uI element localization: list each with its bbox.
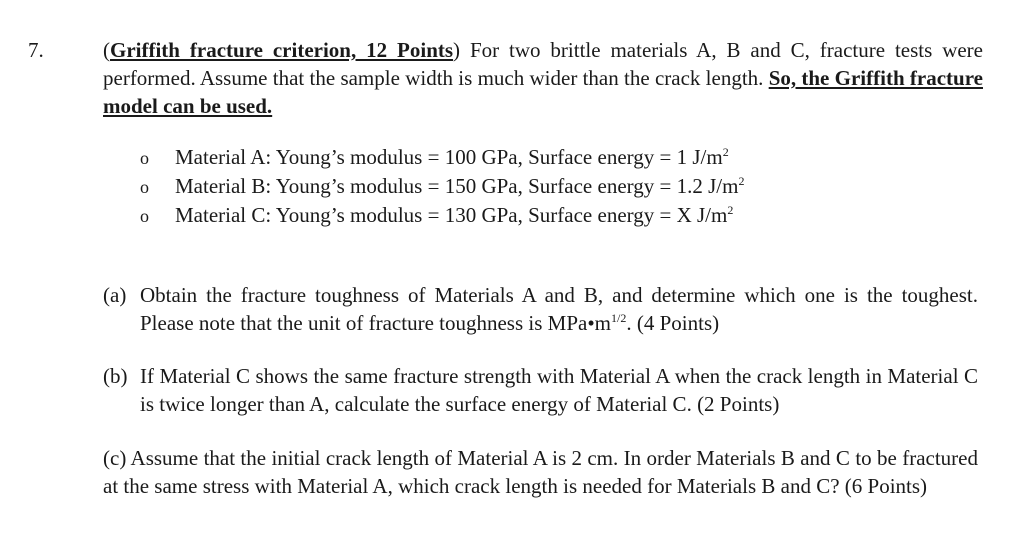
part-c-label: (c) xyxy=(103,446,127,470)
material-a-superscript: 2 xyxy=(722,145,729,159)
material-text xyxy=(175,201,733,229)
question-intro xyxy=(103,36,983,120)
material-item-b xyxy=(140,172,980,201)
part-c-text: Assume that the initial crack length of Material A is 2 cm. In order Materials B and C to be fractured at the same stress with Material A, which crack length is needed for Materials B and C? (6 Points) xyxy=(103,446,978,498)
part-a-superscript: 1/2 xyxy=(611,311,627,325)
part-a-text xyxy=(140,281,978,337)
material-text xyxy=(175,172,744,200)
material-c-text: Material C: Young’s modulus = 130 GPa, Surface energy = X J/m xyxy=(175,203,728,227)
intro-bold-note: So, the Griffith fracture model can be used. xyxy=(103,66,983,118)
part-b-text: If Material C shows the same fracture strength with Material A when the crack length in Material C is twice longer than A, calculate the surface energy of Material C. (2 Points) xyxy=(140,364,978,416)
bullet-circle-icon: o xyxy=(140,177,149,197)
part-b-label: (b) xyxy=(103,364,128,388)
material-b-text: Material B: Young’s modulus = 150 GPa, Surface energy = 1.2 J/m xyxy=(175,174,739,198)
part-b xyxy=(103,362,978,418)
part-a-label: (a) xyxy=(103,283,127,307)
materials-list xyxy=(140,143,980,230)
material-c-superscript: 2 xyxy=(727,203,734,217)
material-item-c xyxy=(140,201,980,230)
material-text xyxy=(175,143,729,171)
bullet-circle-icon: o xyxy=(140,206,149,226)
intro-text: For two brittle materials A, B and C, fracture tests were performed. Assume that the sample width is much wider than the crack length. xyxy=(103,38,984,90)
part-a-text-main: Obtain the fracture toughness of Materials A and B, and determine which one is the toughest. Please note that the unit of fracture toughness is MPa•m xyxy=(140,283,978,335)
material-a-text: Material A: Young’s modulus = 100 GPa, Surface energy = 1 J/m xyxy=(175,145,723,169)
part-c xyxy=(103,444,978,500)
material-item-a xyxy=(140,143,980,172)
part-a xyxy=(103,281,978,337)
bullet-circle-icon: o xyxy=(140,148,149,168)
title-open-paren: ( xyxy=(103,38,110,62)
material-b-superscript: 2 xyxy=(738,174,745,188)
part-a-points: . (4 Points) xyxy=(626,311,720,335)
question-title: Griffith fracture criterion, 12 Points xyxy=(110,38,454,62)
question-number: 7. xyxy=(28,38,44,62)
title-close-paren: ) xyxy=(453,38,461,62)
